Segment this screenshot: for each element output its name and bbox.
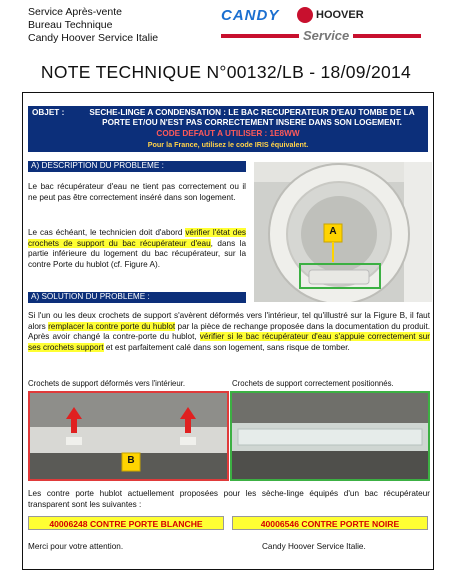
thanks-text: Merci pour votre attention. [28, 542, 124, 551]
header-line-3: Candy Hoover Service Italie [28, 32, 159, 44]
candy-logo: CANDY [221, 7, 280, 24]
hoover-seal-icon [297, 7, 313, 23]
solution-highlight-2: vérifier si le bac récupérateur d'eau s'appuie correctement sur ses crochets support [28, 332, 430, 352]
figure-b-label: B [127, 455, 135, 466]
figure-a-label: A [329, 226, 337, 237]
solution-text-c: et est parfaitement calé dans son logement, sans risque de tomber. [103, 342, 350, 352]
header-line-2: Bureau Technique [28, 19, 113, 31]
caption-correct: Crochets de support correctement positionnés. [232, 379, 394, 388]
section-a-paragraph-2 [28, 228, 246, 270]
part-codes-row [28, 516, 428, 530]
p2-highlight: vérifier l'état des crochets de support du bac récupérateur d'eau [28, 228, 246, 248]
section-b-header: A) SOLUTION DU PROBLEME : [28, 292, 246, 303]
brand-logos [221, 7, 426, 55]
solution-text-a: Si l'un ou les deux crochets de support s'avèrent déformés vers l'intérieur, tel qu'illustré sur la Figure B, il faut alors [28, 311, 430, 331]
service-logo-text: Service [299, 28, 353, 43]
section-a-paragraph-1: Le bac récupérateur d'eau ne tient pas correctement ou il ne peut pas être correctement inséré dans son logement. [28, 182, 246, 202]
hoover-logo: HOOVER [316, 9, 364, 21]
caption-deformed: Crochets de support déformés vers l'intérieur. [28, 379, 186, 388]
figure-b-correct-photo [230, 391, 430, 481]
replacement-intro: Les contre porte hublot actuellement proposées pour les sèche-linge équipés d'un bac récupérateur transparent sont les suivantes : [28, 489, 430, 509]
p2-text-b: , dans la partie inférieure du logement du bac récupérateur, sur la contre Porte du hublot (cf. Figure A). [28, 238, 247, 269]
service-logo [221, 29, 421, 43]
p2-text-a: Le cas échéant, le technicien doit d'abord [28, 228, 186, 237]
solution-text-b: par la pièce de rechange proposée dans la documentation du produit. Après avoir changé la contre-porte du hublot, [28, 321, 430, 342]
solution-highlight-1: remplacer la contre porte du hublot [48, 321, 176, 331]
section-a-header: A) DESCRIPTION DU PROBLEME : [28, 161, 246, 172]
signature-text: Candy Hoover Service Italie. [262, 542, 366, 551]
objet-text: SECHE-LINGE A CONDENSATION : LE BAC RECUPERATEUR D'EAU TOMBE DE LA PORTE ET/OU N'EST PAS CORRECTEMENT INSERE DANS SON LOGEMENT. [89, 108, 415, 127]
page-title: NOTE TECHNIQUE N°00132/LB - 18/09/2014 [40, 62, 412, 82]
figure-a-photo [254, 162, 432, 302]
section-b-paragraph [28, 311, 430, 353]
objet-box [28, 106, 428, 152]
part-code-white: 40006248 CONTRE PORTE BLANCHE [28, 516, 224, 530]
defect-code: CODE DEFAUT A UTILISER : 1E8WW [156, 129, 300, 138]
objet-label: OBJET : [32, 108, 65, 117]
france-note: Pour la France, utilisez le code IRIS équivalent. [147, 140, 309, 149]
header-line-1: Service Après-vente [28, 6, 122, 18]
figure-b-deformed-photo [28, 391, 229, 481]
part-code-black: 40006546 CONTRE PORTE NOIRE [232, 516, 428, 530]
